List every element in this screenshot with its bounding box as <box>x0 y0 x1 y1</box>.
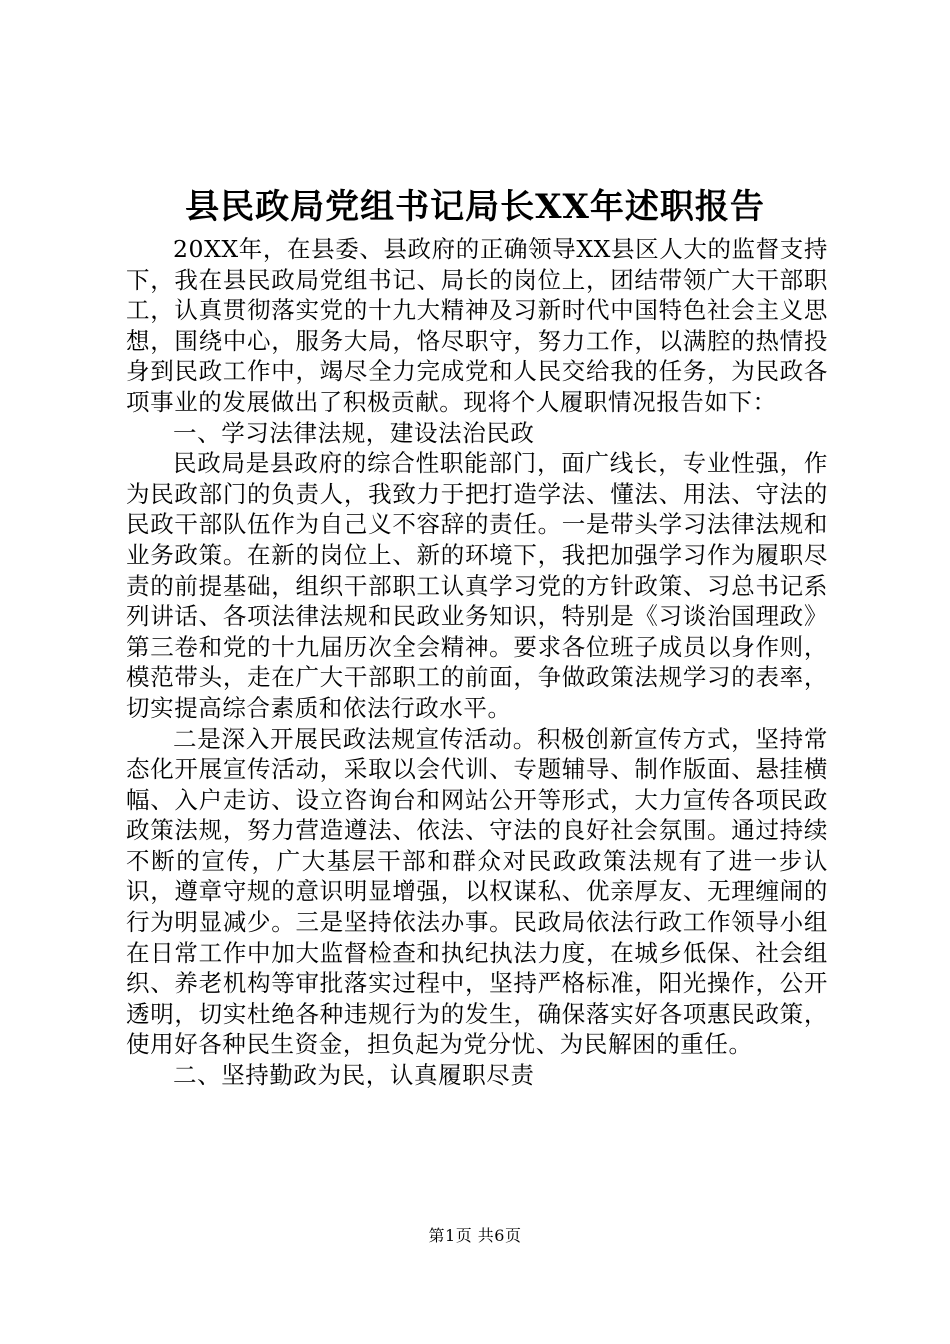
body-paragraph-1: 民政局是县政府的综合性职能部门，面广线长，专业性强，作为民政部门的负责人，我致力于把打造学法、懂法、用法、守法的民政干部队伍作为自己义不容辞的责任。一是带头学习法律法规和业务政策。在新的岗位上、新的环境下，我把加强学习作为履职尽责的前提基础，组织干部职工认真学习党的方针政策、习总书记系列讲话、各项法律法规和民政业务知识，特别是《习谈治国理政》第三卷和党的十九届历次全会精神。要求各位班子成员以身作则，模范带头，走在广大干部职工的前面，争做政策法规学习的表率，切实提高综合素质和依法行政水平。 <box>126 449 828 722</box>
document-title: 县民政局党组书记局长XX年述职报告 <box>185 187 765 227</box>
document-body <box>126 234 828 1091</box>
body-paragraph-2: 二是深入开展民政法规宣传活动。积极创新宣传方式，坚持常态化开展宣传活动，采取以会代训、专题辅导、制作版面、悬挂横幅、入户走访、设立咨询台和网站公开等形式，大力宣传各项民政政策法规，努力营造遵法、依法、守法的良好社会氛围。通过持续不断的宣传，广大基层干部和群众对民政政策法规有了进一步认识，遵章守规的意识明显增强，以权谋私、优亲厚友、无理缠闹的行为明显减少。三是坚持依法办事。民政局依法行政工作领导小组在日常工作中加大监督检查和执纪执法力度，在城乡低保、社会组织、养老机构等审批落实过程中，坚持严格标准，阳光操作，公开透明，切实杜绝各种违规行为的发生，确保落实好各项惠民政策，使用好各种民生资金，担负起为党分忧、为民解困的重任。 <box>126 724 828 1059</box>
intro-paragraph: 20XX年，在县委、县政府的正确领导XX县区人大的监督支持下，我在县民政局党组书记、局长的岗位上，团结带领广大干部职工，认真贯彻落实党的十九大精神及习新时代中国特色社会主义思想，围绕中心，服务大局，恪尽职守，努力工作，以满腔的热情投身到民政工作中，竭尽全力完成党和人民交给我的任务，为民政各项事业的发展做出了积极贡献。现将个人履职情况报告如下： <box>126 235 828 416</box>
section-heading-2: 二、坚持勤政为民，认真履职尽责 <box>173 1061 535 1090</box>
page-footer: 第1页 共6页 <box>428 1226 522 1245</box>
section-heading-1: 一、学习法律法规，建设法治民政 <box>173 418 535 447</box>
